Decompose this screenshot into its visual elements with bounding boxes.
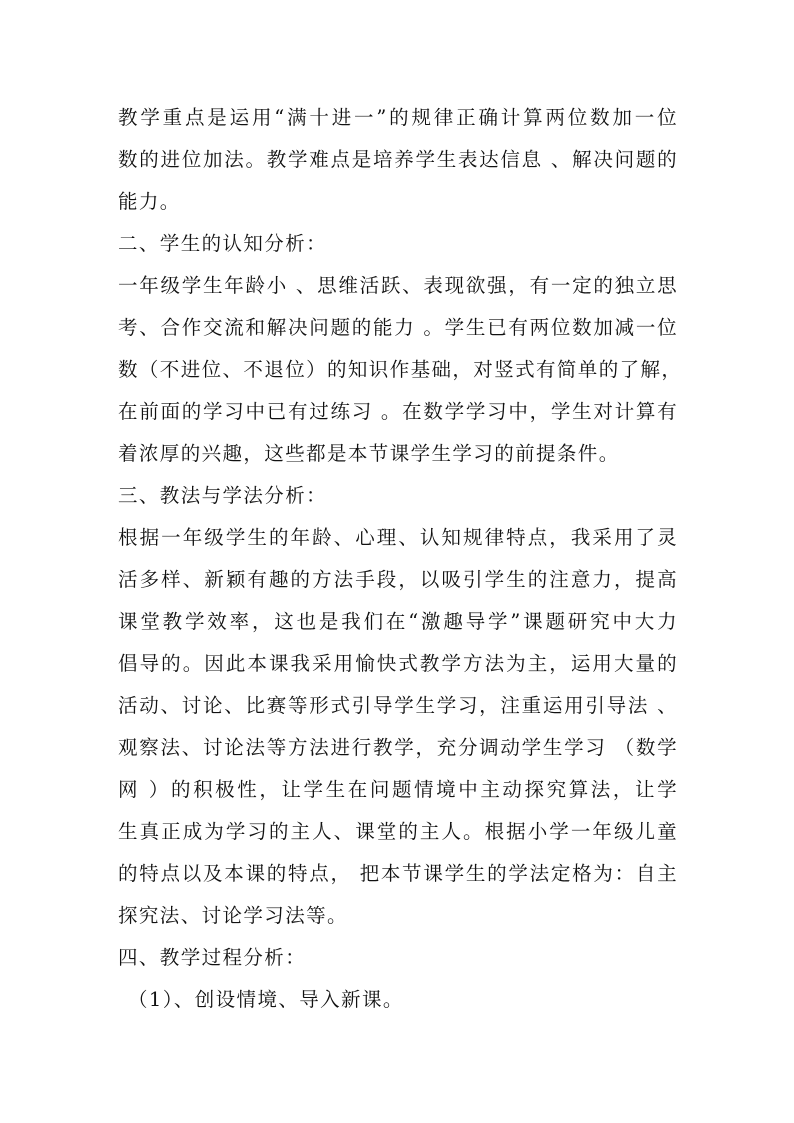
paragraph-line: 生真正成为学习的主人、课堂的主人。根据小学一年级儿童	[118, 820, 678, 843]
paragraph-line: 根据一年级学生的年龄、心理、认知规律特点，我采用了灵	[118, 526, 678, 549]
section-heading: 四、教学过程分析：	[118, 946, 307, 969]
paragraph-line: 网 ）的积极性，让学生在问题情境中主动探究算法，让学	[118, 778, 678, 801]
paragraph-line: 数（不进位、不退位）的知识作基础，对竖式有简单的了解，	[118, 358, 683, 381]
paragraph-line: 能力。	[118, 190, 181, 213]
paragraph-line: 倡导的。因此本课我采用愉快式教学方法为主，运用大量的	[118, 652, 678, 675]
subsection-heading: （1）、创设情境、导入新课。	[128, 988, 404, 1011]
section-heading: 三、教法与学法分析：	[118, 484, 328, 507]
paragraph-line: 数的进位加法。教学难点是培养学生表达信息 、解决问题的	[118, 148, 678, 171]
paragraph-line: 一年级学生年龄小 、思维活跃、表现欲强，有一定的独立思	[118, 274, 678, 297]
paragraph-line: 教学重点是运用“满十进一”的规律正确计算两位数加一位	[118, 106, 678, 129]
paragraph-line: 考、合作交流和解决问题的能力 。学生已有两位数加减一位	[118, 316, 678, 339]
paragraph-line: 的特点以及本课的特点， 把本节课学生的学法定格为：自主	[118, 862, 678, 885]
paragraph-line: 课堂教学效率，这也是我们在“激趣导学”课题研究中大力	[118, 610, 678, 633]
paragraph-line: 观察法、讨论法等方法进行教学，充分调动学生学习 （数学	[118, 736, 678, 759]
paragraph-line: 着浓厚的兴趣，这些都是本节课学生学习的前提条件。	[118, 442, 620, 465]
paragraph-line: 活动、讨论、比赛等形式引导学生学习，注重运用引导法 、	[118, 694, 678, 717]
paragraph-line: 活多样、新颖有趣的方法手段，以吸引学生的注意力，提高	[118, 568, 678, 591]
paragraph-line: 探究法、讨论学习法等。	[118, 904, 348, 927]
section-heading: 二、学生的认知分析：	[118, 232, 328, 255]
paragraph-line: 在前面的学习中已有过练习 。在数学学习中，学生对计算有	[118, 400, 678, 423]
